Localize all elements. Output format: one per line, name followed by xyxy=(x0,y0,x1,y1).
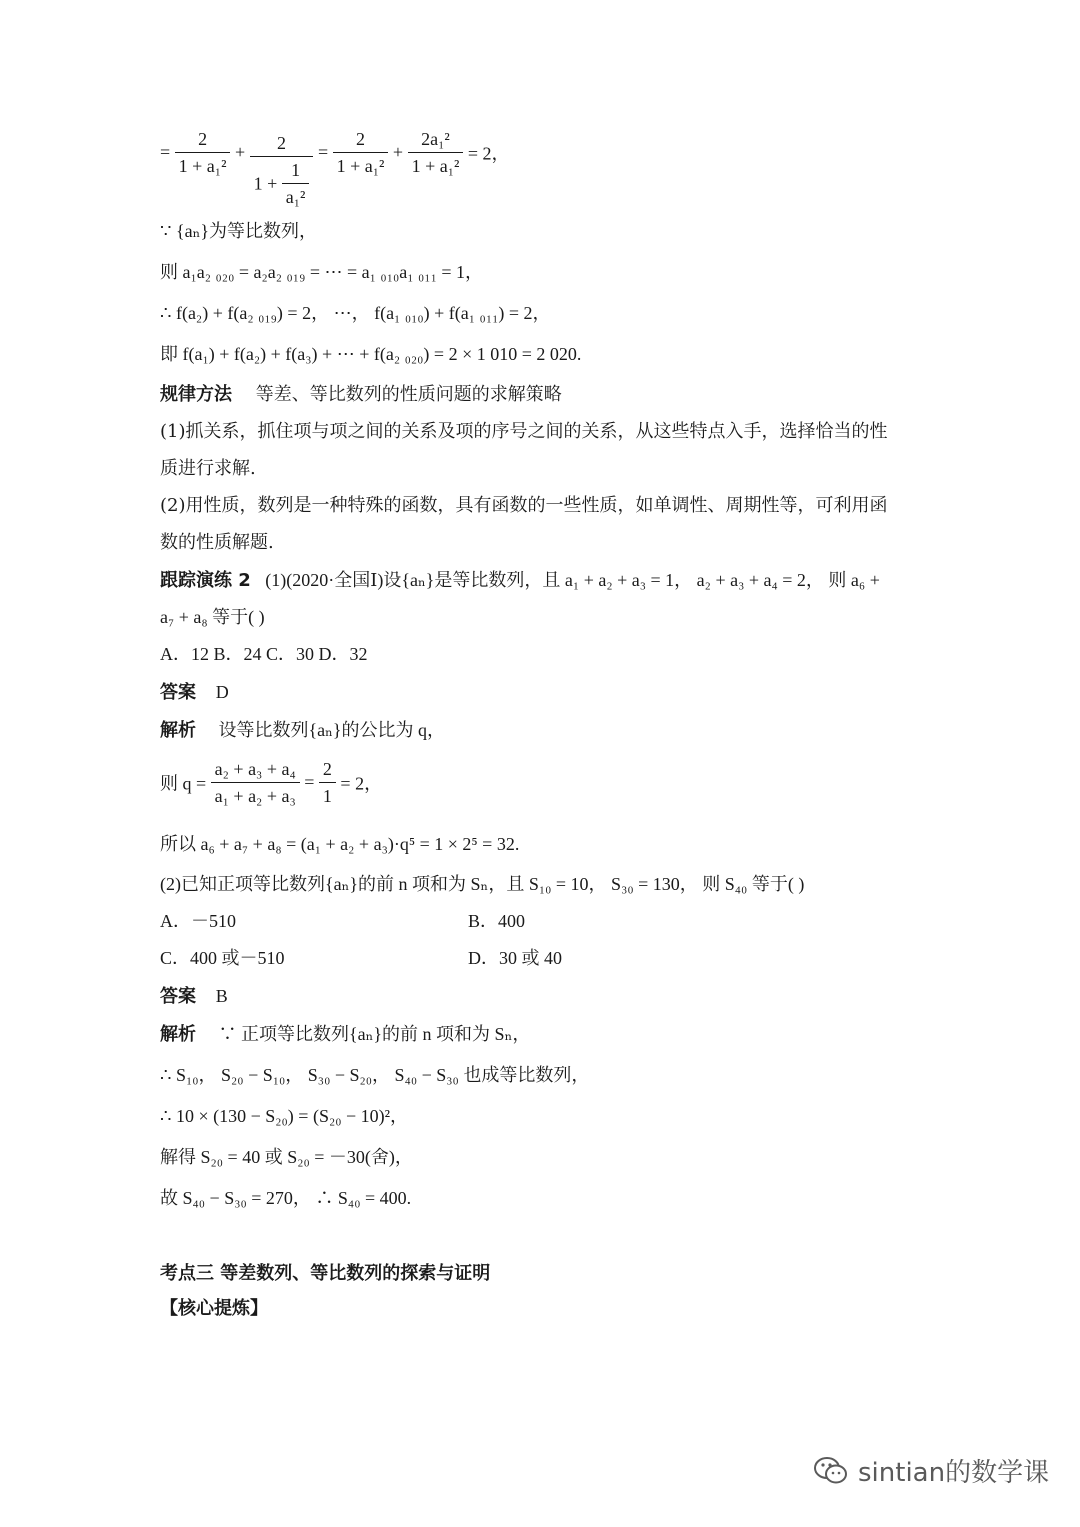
answer-value: B xyxy=(215,986,228,1006)
option-b: B．400 xyxy=(468,911,526,931)
fraction-1-num: 2 xyxy=(175,128,231,153)
q-fraction-2-num: 2 xyxy=(319,758,336,783)
nested-fraction xyxy=(282,159,310,208)
q-equation xyxy=(160,758,382,807)
q-prefix: 则 q = xyxy=(160,773,207,794)
answer-label: 答案 xyxy=(160,682,196,703)
text-line: 所以 a₆ + a₇ + a₈ = (a₁ + a₂ + a₃)·q⁵ = 1 × 2⁵ = 32. xyxy=(160,834,520,854)
plus-sign: + xyxy=(392,142,404,162)
text-line: 即 f(a₁) + f(a₂) + f(a₃) + ⋯ + f(a₂ ₀₂₀) = 2 × 1 010 = 2 020. xyxy=(160,344,582,364)
solution-text: 设等比数列{aₙ}的公比为 q， xyxy=(218,720,446,740)
answer-line xyxy=(160,984,228,1009)
q-fraction-den: a₁ + a₂ + a₃ xyxy=(214,786,296,806)
eq-sign: = xyxy=(160,142,171,162)
nested-fraction-num: 1 xyxy=(282,159,310,184)
solution-text: ∵ 正项等比数列{aₙ}的前 n 项和为 Sₙ， xyxy=(218,1024,531,1044)
exercise-title: 跟踪演练 2 xyxy=(160,570,251,591)
eq-sign: = xyxy=(304,772,315,792)
q-fraction xyxy=(211,758,300,807)
watermark-text: sintian的数学课 xyxy=(858,1458,1050,1488)
text-line: 质进行求解. xyxy=(160,458,256,479)
watermark xyxy=(812,1452,1049,1489)
text-line: (2)用性质，数列是一种特殊的函数，具有函数的一些性质，如单调性、周期性等，可利用函 xyxy=(160,495,888,516)
text-line: ∴ 10 × (130 − S₂₀) = (S₂₀ − 10)²， xyxy=(160,1106,409,1126)
core-heading: 【核心提炼】 xyxy=(160,1298,268,1319)
fraction-4-den: 1 + a₁² xyxy=(411,156,460,176)
fraction-1 xyxy=(175,128,231,177)
option-c: C．400 或－510 xyxy=(160,948,285,968)
text-line: a₇ + a₈ 等于( ) xyxy=(160,607,265,627)
fraction-3-num: 2 xyxy=(333,128,389,153)
method-title: 规律方法 xyxy=(160,384,232,405)
q-fraction-num: a₂ + a₃ + a₄ xyxy=(211,758,300,783)
options-line: A．12 B．24 C．30 D．32 xyxy=(160,644,368,664)
solution-label: 解析 xyxy=(160,1024,196,1045)
method-subtitle: 等差、等比数列的性质问题的求解策略 xyxy=(255,384,562,405)
text-line: ∴ S₁₀， S₂₀ − S₁₀， S₃₀ − S₂₀， S₄₀ − S₃₀ 也成等比数列， xyxy=(160,1065,590,1085)
solution-line xyxy=(160,1022,530,1047)
equation-tail: = 2， xyxy=(467,143,510,164)
text-line: (2)已知正项等比数列{aₙ}的前 n 项和为 Sₙ，且 S₁₀ = 10， S₃₀ = 130， 则 S₄₀ 等于( ) xyxy=(160,874,805,894)
fraction-3 xyxy=(333,128,389,177)
q-fraction-2-den: 1 xyxy=(322,786,332,806)
text-line: 数的性质解题. xyxy=(160,532,274,553)
text-line: 则 a₁a₂ ₀₂₀ = a₂a₂ ₀₁₉ = ⋯ = a₁ ₀₁₀a₁ ₀₁₁ = 1， xyxy=(160,262,483,282)
fraction-2-num: 2 xyxy=(250,132,314,157)
eq-sign: = xyxy=(317,142,329,162)
fraction-4 xyxy=(408,128,464,177)
q-fraction-2 xyxy=(319,758,336,807)
text-line: (1)抓关系，抓住项与项之间的关系及项的序号之间的关系，从这些特点入手，选择恰当的性 xyxy=(160,421,888,442)
plus-sign: + xyxy=(234,142,246,162)
fraction-1-den: 1 + a₁² xyxy=(178,156,227,176)
fraction-4-num: 2a₁² xyxy=(408,128,464,153)
text-line: 故 S₄₀ − S₃₀ = 270， ∴ S₄₀ = 400. xyxy=(160,1188,412,1208)
fraction-3-den: 1 + a₁² xyxy=(336,156,385,176)
exercise-text: (1)(2020·全国Ⅰ)设{aₙ}是等比数列，且 a₁ + a₂ + a₃ = 1， a₂ + a₃ + a₄ = 2， 则 a₆ + xyxy=(265,570,880,590)
text-line: 解得 S₂₀ = 40 或 S₂₀ = －30(舍)， xyxy=(160,1147,413,1167)
answer-value: D xyxy=(215,682,229,702)
answer-line xyxy=(160,680,229,705)
option-d: D．30 或 40 xyxy=(468,948,562,968)
text-line: ∵ {aₙ}为等比数列， xyxy=(160,221,318,241)
option-a: A．－510 xyxy=(160,911,236,931)
q-tail: = 2， xyxy=(340,773,383,794)
fraction-equation xyxy=(160,128,510,208)
section-heading: 考点三 等差数列、等比数列的探索与证明 xyxy=(160,1263,491,1284)
answer-label: 答案 xyxy=(160,986,196,1007)
fraction-2-den xyxy=(250,157,314,208)
text-line: ∴ f(a₂) + f(a₂ ₀₁₉) = 2， ⋯， f(a₁ ₀₁₀) + f(a₁ ₀₁₁) = 2， xyxy=(160,303,551,323)
fraction-2-den-text: 1 + xyxy=(253,173,278,194)
nested-fraction-den: a₁² xyxy=(285,187,306,207)
solution-label: 解析 xyxy=(160,720,196,741)
exercise-line xyxy=(160,568,880,593)
solution-line xyxy=(160,718,445,743)
method-heading xyxy=(160,383,562,407)
fraction-2 xyxy=(250,132,314,208)
wechat-icon xyxy=(812,1455,850,1487)
